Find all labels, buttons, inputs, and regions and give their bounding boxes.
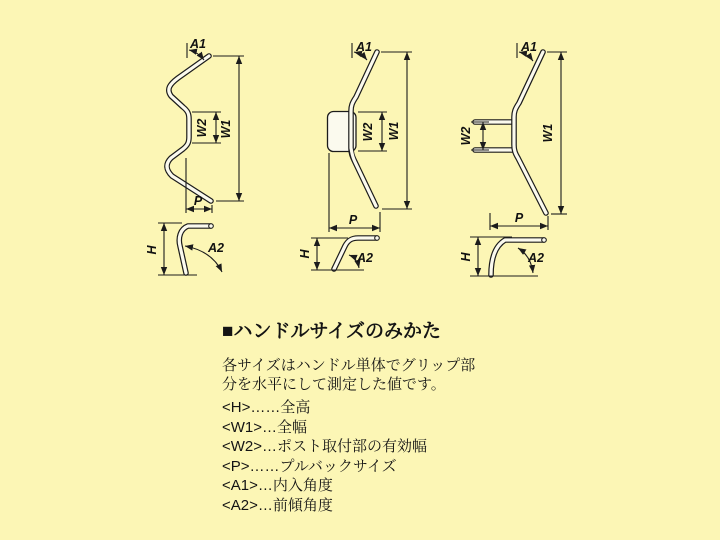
diagram2-top-view — [328, 40, 413, 232]
d3-a2-dimension — [518, 248, 544, 273]
d3-a2-label: A2 — [528, 251, 544, 265]
definition-p: <P>……プルバックサイズ — [222, 457, 397, 475]
definition-w2: <W2>…ポスト取付部の有効幅 — [222, 438, 428, 455]
d1-side-tube — [179, 226, 210, 273]
d2-h-dimension — [298, 238, 364, 270]
d1-p-label: P — [193, 194, 203, 208]
d2-w1-dimension — [381, 52, 412, 209]
definition-a1: <A1>…内入角度 — [222, 477, 333, 494]
definition-a2: <A2>…前傾角度 — [222, 496, 333, 514]
diagram2-side-view — [298, 236, 379, 270]
d2-w1-label: W1 — [387, 121, 401, 141]
diagram1-top-view — [167, 37, 244, 213]
d3-w2-dimension — [459, 122, 489, 150]
d3-w1-dimension — [541, 52, 567, 214]
d3-h-label: H — [459, 252, 473, 262]
d1-grip-end-cap — [209, 224, 214, 229]
definition-h: <H>……全高 — [222, 399, 311, 416]
d2-a1-dimension — [352, 40, 372, 60]
d3-mounting-posts — [475, 122, 513, 150]
definition-w1: <W1>…全幅 — [222, 418, 308, 436]
diagram3-top-view — [459, 40, 567, 230]
d3-grip-end-cap — [542, 238, 547, 243]
d1-a2-dimension — [185, 241, 224, 272]
d3-a1-label: A1 — [521, 40, 537, 54]
d3-w2-label: W2 — [459, 126, 473, 146]
d1-a2-label: A2 — [208, 241, 224, 255]
legend-description-line1: 各サイズはハンドル単体でグリップ部 — [222, 357, 476, 374]
d1-w2-dimension — [192, 112, 221, 143]
diagram1-side-view — [145, 223, 224, 275]
d3-p-dimension — [490, 211, 548, 230]
d1-a1-dimension — [187, 37, 206, 60]
d3-p-label: P — [514, 211, 524, 225]
d1-w1-dimension — [213, 56, 244, 201]
d2-a2-dimension — [349, 251, 373, 268]
d1-w2-label: W2 — [195, 118, 209, 138]
d2-h-label: H — [298, 249, 312, 259]
d2-a1-label: A1 — [356, 40, 372, 54]
d1-w1-label: W1 — [219, 119, 233, 139]
d2-a2-label: A2 — [357, 251, 373, 265]
d2-grip-end-cap — [375, 236, 380, 241]
legend-definitions — [222, 398, 502, 515]
d1-h-label: H — [145, 245, 159, 255]
d3-a1-dimension — [517, 40, 537, 61]
d2-p-label: P — [348, 213, 358, 227]
legend-heading: ■ハンドルサイズのみかた — [222, 321, 441, 342]
d1-h-dimension — [145, 223, 197, 275]
d3-w1-label: W1 — [541, 123, 555, 143]
d2-w2-label: W2 — [361, 122, 375, 142]
diagram3-side-view — [459, 237, 546, 276]
size-legend — [222, 316, 502, 515]
d1-a1-label: A1 — [190, 37, 206, 51]
legend-description-line2: 分を水平にして測定した値です。 — [222, 376, 446, 393]
d2-w2-dimension — [358, 112, 387, 151]
